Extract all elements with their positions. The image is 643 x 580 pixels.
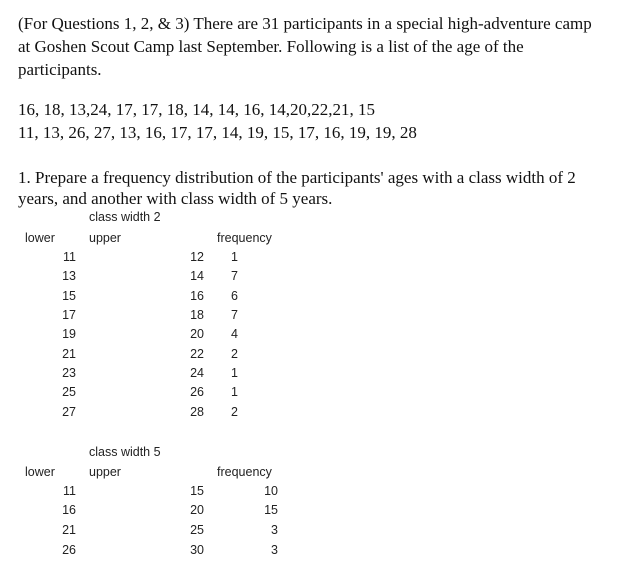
- header-upper: upper: [89, 465, 121, 479]
- cell-lower: 26: [62, 543, 76, 557]
- header-upper: upper: [89, 231, 121, 245]
- cell-upper: 26: [190, 385, 204, 399]
- ages-line-1: 16, 18, 13,24, 17, 17, 18, 14, 14, 16, 14,20,22,21, 15: [18, 100, 375, 119]
- cell-frequency: 7: [231, 269, 238, 283]
- cell-frequency: 6: [231, 289, 238, 303]
- intro-line-3: participants.: [18, 60, 102, 79]
- header-lower: lower: [25, 231, 55, 245]
- cell-lower: 11: [63, 484, 76, 498]
- cell-upper: 18: [190, 308, 204, 322]
- cell-frequency: 2: [231, 347, 238, 361]
- intro-line-1: (For Questions 1, 2, & 3) There are 31 participants in a special high-adventure camp: [18, 14, 592, 33]
- cell-frequency: 2: [231, 405, 238, 419]
- table-title: class width 5: [89, 445, 161, 459]
- cell-lower: 21: [62, 347, 76, 361]
- cell-upper: 28: [190, 405, 204, 419]
- header-frequency: frequency: [217, 465, 272, 479]
- cell-upper: 30: [190, 543, 204, 557]
- header-frequency: frequency: [217, 231, 272, 245]
- cell-lower: 23: [62, 366, 76, 380]
- cell-lower: 13: [62, 269, 76, 283]
- cell-upper: 15: [190, 484, 204, 498]
- cell-lower: 17: [62, 308, 76, 322]
- cell-lower: 21: [62, 523, 76, 537]
- question-1-line-1: 1. Prepare a frequency distribution of the participants' ages with a class width of 2: [18, 168, 576, 187]
- cell-upper: 22: [190, 347, 204, 361]
- intro-line-2: at Goshen Scout Camp last September. Following is a list of the age of the: [18, 37, 524, 56]
- cell-upper: 25: [190, 523, 204, 537]
- ages-line-2: 11, 13, 26, 27, 13, 16, 17, 17, 14, 19, 15, 17, 16, 19, 19, 28: [18, 123, 417, 142]
- cell-frequency: 4: [231, 327, 238, 341]
- cell-frequency: 3: [271, 523, 278, 537]
- cell-frequency: 1: [231, 366, 238, 380]
- cell-frequency: 15: [264, 503, 278, 517]
- cell-lower: 11: [63, 250, 76, 264]
- cell-lower: 15: [62, 289, 76, 303]
- cell-lower: 16: [62, 503, 76, 517]
- cell-lower: 27: [62, 405, 76, 419]
- header-lower: lower: [25, 465, 55, 479]
- cell-upper: 24: [190, 366, 204, 380]
- cell-frequency: 3: [271, 543, 278, 557]
- cell-frequency: 1: [231, 250, 238, 264]
- cell-upper: 12: [190, 250, 204, 264]
- cell-upper: 20: [190, 503, 204, 517]
- table-title: class width 2: [89, 210, 161, 224]
- cell-lower: 25: [62, 385, 76, 399]
- cell-frequency: 1: [231, 385, 238, 399]
- cell-frequency: 7: [231, 308, 238, 322]
- cell-frequency: 10: [264, 484, 278, 498]
- cell-lower: 19: [62, 327, 76, 341]
- cell-upper: 20: [190, 327, 204, 341]
- cell-upper: 16: [190, 289, 204, 303]
- cell-upper: 14: [190, 269, 204, 283]
- question-1-line-2: years, and another with class width of 5 years.: [18, 189, 333, 208]
